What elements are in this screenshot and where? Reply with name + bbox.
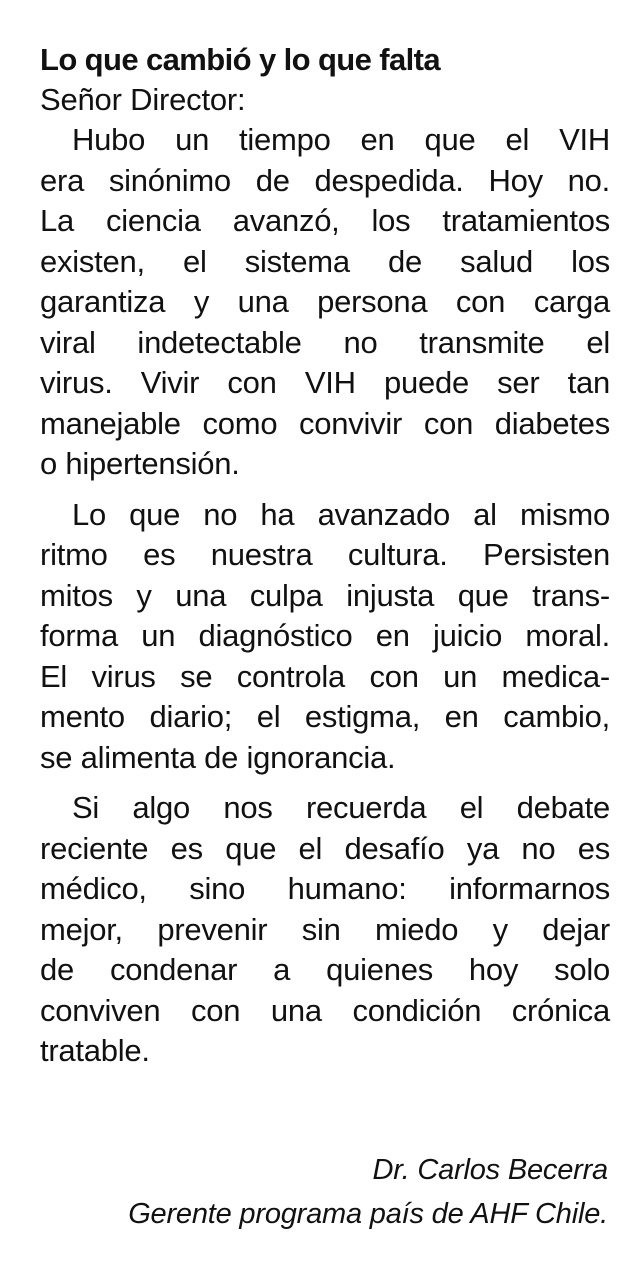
paragraph-line: viral indetectable no transmite el — [40, 324, 610, 360]
paragraph-line: médico, sino humano: informarnos — [40, 871, 610, 906]
paragraph-line: se alimenta de ignorancia. — [40, 739, 396, 775]
paragraph-line: existen, el sistema de salud los — [40, 243, 610, 279]
letter-title: Lo que cambió y lo que falta — [40, 42, 441, 77]
paragraph-line: garantiza y una persona con carga — [40, 284, 610, 319]
letter-salutation: Señor Director: — [40, 82, 246, 117]
paragraph-line: reciente es que el desafío ya no es — [40, 830, 610, 866]
paragraph-line: mitos y una culpa injusta que trans- — [40, 577, 610, 613]
signature-block — [128, 1148, 608, 1236]
signature-name: Dr. Carlos Becerra — [372, 1154, 608, 1186]
paragraph-line: o hipertensión. — [40, 446, 240, 481]
paragraph-3 — [40, 788, 610, 1072]
paragraph-2 — [40, 495, 610, 779]
paragraph-line: El virus se controla con un medica- — [40, 658, 610, 694]
letter-article — [40, 40, 610, 1082]
signature-role: Gerente programa país de AHF Chile. — [128, 1198, 608, 1230]
paragraph-line: mento diario; el estigma, en cambio, — [40, 699, 610, 734]
paragraph-line: Lo que no ha avanzado al mismo — [72, 496, 610, 532]
paragraph-line: era sinónimo de despedida. Hoy no. — [40, 162, 610, 198]
paragraph-1 — [40, 120, 610, 485]
paragraph-line: virus. Vivir con VIH puede ser tan — [40, 365, 610, 400]
paragraph-line: manejable como convivir con diabetes — [40, 405, 610, 441]
paragraph-line: mejor, prevenir sin miedo y dejar — [40, 911, 610, 947]
paragraph-line: Si algo nos recuerda el debate — [72, 790, 610, 825]
paragraph-line: de condenar a quienes hoy solo — [40, 952, 610, 987]
paragraph-line: conviven con una condición crónica — [40, 992, 610, 1028]
paragraph-line: La ciencia avanzó, los tratamientos — [40, 203, 610, 238]
paragraph-line: forma un diagnóstico en juicio moral. — [40, 618, 610, 653]
paragraph-line: ritmo es nuestra cultura. Persisten — [40, 537, 610, 572]
paragraph-line: tratable. — [40, 1033, 150, 1068]
paragraph-line: Hubo un tiempo en que el VIH — [72, 122, 610, 157]
